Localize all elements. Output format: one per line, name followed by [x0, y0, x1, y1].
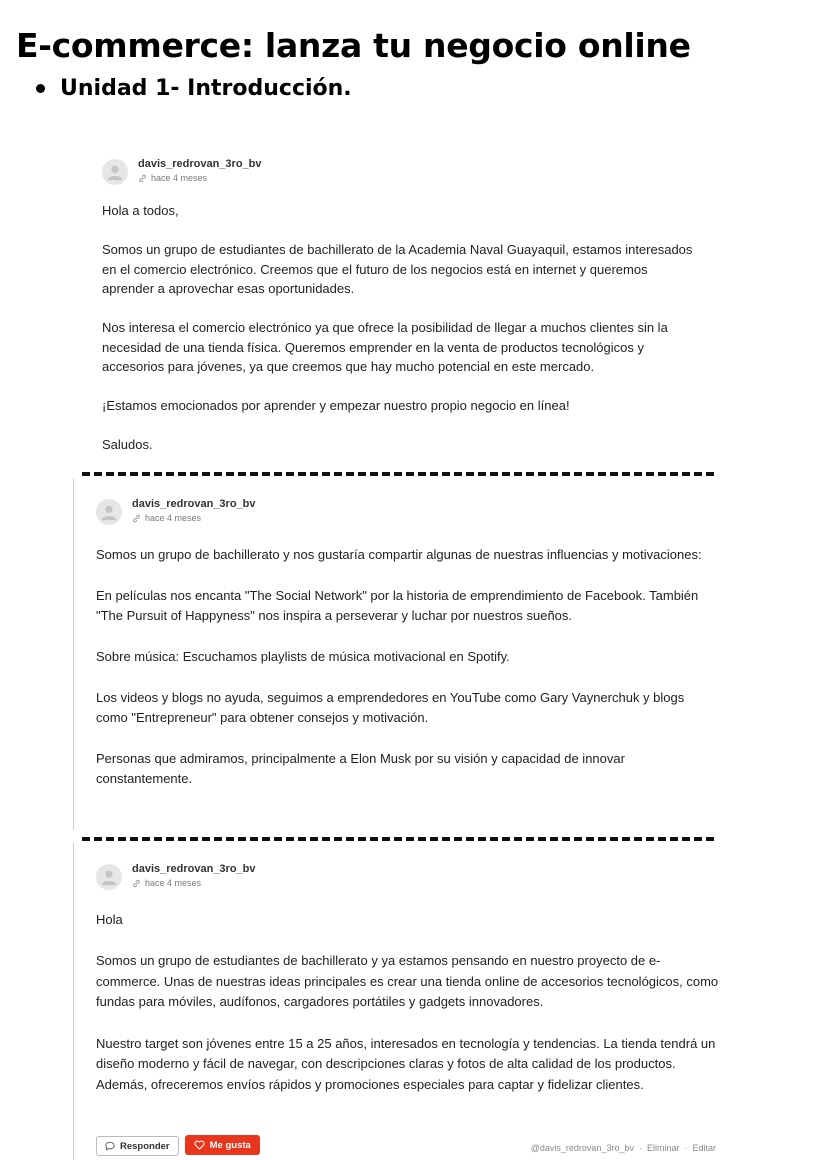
post-paragraph: ¡Estamos emocionados por aprender y empezar nuestro propio negocio en línea! [102, 398, 570, 413]
post-paragraph: Hola a todos, [102, 203, 179, 218]
post-paragraph: Saludos. [102, 437, 153, 452]
post-timestamp[interactable] [132, 878, 256, 888]
user-avatar-icon[interactable] [102, 159, 128, 185]
bullet-dot [36, 84, 45, 93]
post-paragraph: Nos interesa el comercio electrónico ya que ofrece la posibilidad de llegar a muchos clientes sin la necesidad de una tienda física. Queremos emprender en la venta de productos tecnológicos y accesorios para jóvenes, ya que creemos que hay mucho potencial en este mercado. [102, 320, 668, 374]
like-label: Me gusta [209, 1139, 251, 1151]
post-header [96, 497, 706, 525]
post-card-2 [96, 497, 706, 790]
speech-bubble-icon [105, 1141, 115, 1151]
post-time-text: hace 4 meses [145, 513, 202, 523]
post-time-text: hace 4 meses [151, 173, 208, 183]
post-header [96, 862, 722, 890]
user-avatar-icon[interactable] [96, 499, 122, 525]
post-paragraph: En películas nos encanta "The Social Network" por la historia de emprendimiento de Facebook. También "The Pursuit of Happyness" nos inspira a perseverar y luchar por nuestros sueños. [96, 587, 699, 624]
post-actions [96, 1136, 260, 1156]
reply-label: Responder [120, 1140, 170, 1152]
reply-button[interactable] [96, 1136, 179, 1156]
post-paragraph: Somos un grupo de estudiantes de bachillerato y ya estamos pensando en nuestro proyecto de e-commerce. Unas de nuestras ideas principales es crear una tienda online de accesorios tecnológicos, como fundas para móviles, audífonos, cargadores portátiles y gadgets innovadores. [96, 953, 719, 1010]
post-paragraph: Somos un grupo de estudiantes de bachillerato de la Academia Naval Guayaquil, estamos interesados en el comercio electrónico. Creemos que el futuro de los negocios está en internet y queremos aprender a aprovechar esas oportunidades. [102, 242, 693, 296]
footer-separator: · [638, 1143, 642, 1153]
post-border [73, 843, 74, 1160]
link-icon [138, 174, 147, 183]
user-avatar-icon[interactable] [96, 864, 122, 890]
section-divider [82, 837, 714, 841]
post-body [96, 910, 722, 1095]
post-time-text: hace 4 meses [145, 878, 202, 888]
post-footer-meta [531, 1143, 716, 1153]
footer-author-handle[interactable]: @davis_redrovan_3ro_bv [530, 1143, 634, 1153]
post-body [96, 545, 706, 790]
section-divider [82, 472, 714, 476]
post-paragraph: Los videos y blogs no ayuda, seguimos a emprendedores en YouTube como Gary Vaynerchuk y blogs como "Entrepreneur" para obtener consejos y motivación. [96, 689, 685, 726]
footer-separator: · [684, 1143, 688, 1153]
post-paragraph: Hola [96, 912, 123, 927]
post-paragraph: Personas que admiramos, principalmente a Elon Musk por su visión y capacidad de innovar constantemente. [96, 751, 625, 787]
heart-icon [194, 1140, 205, 1150]
post-timestamp[interactable] [132, 513, 256, 523]
post-username[interactable]: davis_redrovan_3ro_bv [138, 158, 262, 170]
post-card-1 [102, 157, 702, 455]
post-header [102, 157, 702, 185]
post-border [73, 478, 74, 830]
post-body [102, 201, 702, 455]
post-paragraph: Sobre música: Escuchamos playlists de música motivacional en Spotify. [96, 649, 510, 664]
unit-title: Unidad 1- Introducción. [60, 76, 352, 101]
like-button[interactable] [185, 1135, 260, 1155]
post-username[interactable]: davis_redrovan_3ro_bv [132, 498, 256, 510]
post-username[interactable]: davis_redrovan_3ro_bv [132, 863, 256, 875]
post-timestamp[interactable] [138, 173, 262, 183]
link-icon [132, 514, 141, 523]
unit-bullet [36, 76, 352, 101]
post-paragraph: Nuestro target son jóvenes entre 15 a 25 años, interesados en tecnología y tendencias. La tienda tendrá un diseño moderno y fácil de navegar, con descripciones claras y fotos de alta calidad de los productos. Además, ofreceremos envíos rápidos y promociones especiales para captar y fidelizar clientes. [96, 1035, 716, 1092]
page-title: E-commerce: lanza tu negocio online [16, 26, 691, 65]
edit-link[interactable]: Editar [692, 1143, 716, 1153]
delete-link[interactable]: Eliminar [646, 1143, 680, 1153]
post-paragraph: Somos un grupo de bachillerato y nos gustaría compartir algunas de nuestras influencias y motivaciones: [96, 547, 702, 562]
link-icon [132, 879, 141, 888]
post-card-3 [96, 862, 722, 1095]
